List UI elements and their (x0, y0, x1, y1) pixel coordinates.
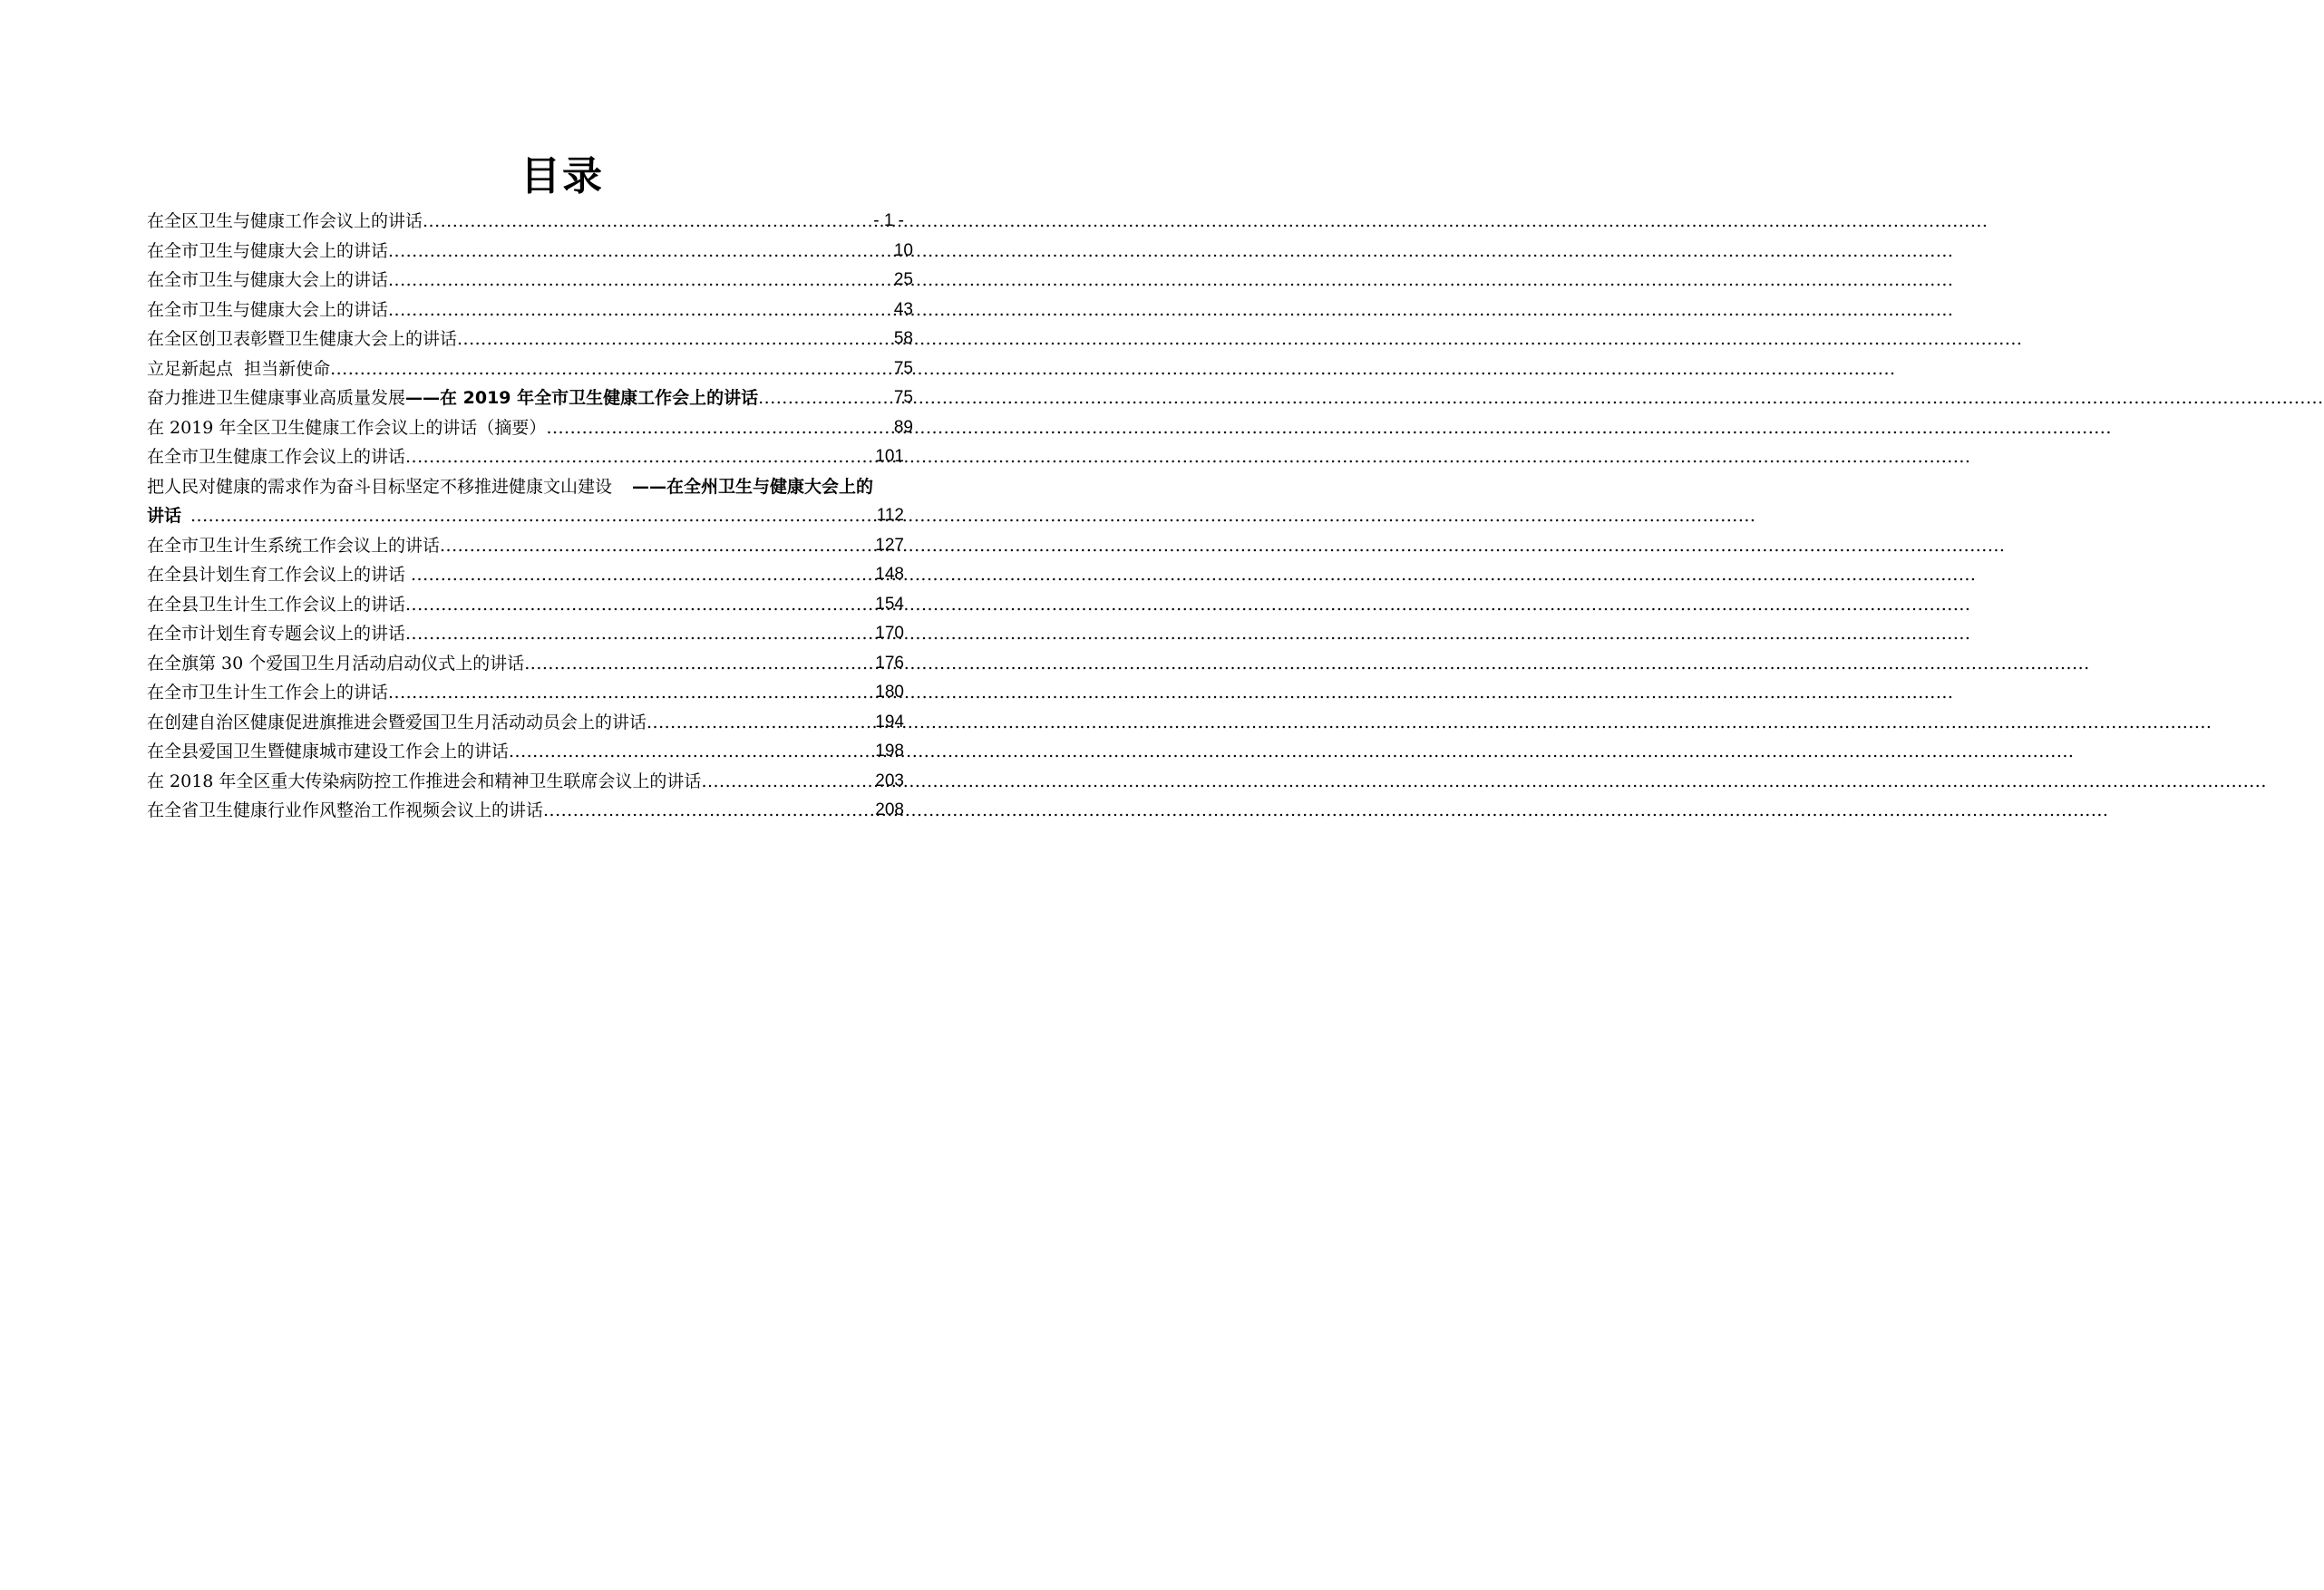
dot-leader (388, 296, 892, 325)
toc-entry[interactable] (147, 237, 913, 267)
toc-entry-line (147, 472, 940, 502)
toc-entry[interactable] (147, 266, 913, 296)
toc-entry-text: 在 2019 年全区卫生健康工作会议上的讲话（摘要） (147, 417, 547, 438)
toc-entry-text: 在全省卫生健康行业作风整治工作视频会议上的讲话 (147, 800, 544, 820)
toc-entry[interactable] (147, 472, 940, 531)
dot-leader (423, 207, 871, 237)
toc-entry-text: 在全旗第 30 个爱国卫生月活动启动仪式上的讲话 (147, 653, 525, 674)
dot-leader (647, 708, 873, 738)
toc-entry[interactable] (147, 619, 904, 649)
toc-entry-text: 在全市卫生计生工作会上的讲话 (147, 683, 389, 703)
dot-leader (388, 266, 892, 296)
toc-entry-text: 在全县卫生计生工作会议上的讲话 (147, 594, 406, 615)
toc-page-number: 58 (893, 329, 913, 348)
toc-entry[interactable] (147, 442, 904, 472)
dot-leader (543, 796, 873, 826)
toc-entry-subtitle: ——在全州卫生与健康大会上的 (632, 476, 874, 497)
toc-entry-text: 在全市卫生计生系统工作会议上的讲话 (147, 535, 441, 556)
toc-entry[interactable] (147, 383, 913, 413)
toc-entry-subtitle: ——在 2019 年全市卫生健康工作会上的讲话 (405, 388, 759, 408)
toc-entry[interactable] (147, 708, 904, 738)
toc-entry-text: 在全县爱国卫生暨健康城市建设工作会上的讲话 (147, 742, 510, 761)
toc-entry-main-title: 把人民对健康的需求作为奋斗目标坚定不移推进健康文山建设 (147, 476, 613, 497)
toc-entry-main-title: 奋力推进卫生健康事业高质量发展 (147, 388, 406, 408)
toc-entry-text: 在全市卫生与健康大会上的讲话 (147, 240, 389, 261)
toc-entry-text: 在创建自治区健康促进旗推进会暨爱国卫生月活动动员会上的讲话 (147, 712, 647, 732)
toc-entry-text: 在全县计划生育工作会议上的讲话 (147, 565, 406, 585)
dot-leader (758, 383, 892, 413)
toc-page-number: 203 (875, 771, 904, 790)
toc-title: 目录 (520, 153, 604, 199)
toc-page-number: 148 (875, 565, 904, 584)
dot-leader (190, 501, 875, 531)
toc-entry-text: 在全市卫生与健康大会上的讲话 (147, 299, 389, 320)
toc-page-number: 112 (876, 506, 904, 525)
dot-leader (405, 590, 873, 620)
toc-page-number: 176 (875, 653, 904, 673)
toc-entry-text: 在 2018 年全区重大传染病防控工作推进会和精神卫生联席会议上的讲话 (147, 771, 702, 791)
toc-page-number: 180 (875, 683, 904, 702)
toc-page-number: 25 (893, 270, 913, 289)
toc-list (147, 207, 940, 826)
toc-entry-text: 立足新起点 担当新使命 (147, 358, 331, 379)
toc-entry-continuation: 讲话 (147, 506, 182, 526)
toc-page-number: 170 (875, 624, 904, 643)
toc-entry[interactable] (147, 796, 904, 826)
toc-page-number: 43 (893, 299, 913, 319)
dot-leader (411, 560, 873, 590)
toc-entry-text: 在全市卫生与健康大会上的讲话 (147, 270, 389, 290)
toc-entry[interactable] (147, 678, 904, 708)
toc-page-number: 89 (893, 417, 913, 437)
dot-leader (388, 678, 873, 708)
toc-page-number: 208 (875, 800, 904, 819)
dot-leader (405, 442, 873, 472)
toc-entry[interactable] (147, 767, 904, 797)
dot-leader (388, 237, 892, 267)
dot-leader (457, 325, 892, 354)
toc-entry[interactable] (147, 560, 904, 590)
toc-entry[interactable] (147, 737, 904, 767)
toc-entry[interactable] (147, 207, 904, 237)
toc-page-number: 10 (893, 240, 913, 260)
toc-entry-line (147, 501, 904, 531)
dot-leader (330, 354, 892, 384)
toc-entry[interactable] (147, 413, 913, 443)
toc-page-number: 75 (893, 388, 913, 407)
dot-leader (546, 413, 891, 443)
toc-entry[interactable] (147, 531, 904, 561)
dot-leader (509, 737, 873, 767)
toc-entry[interactable] (147, 649, 904, 679)
dot-leader (405, 619, 873, 649)
toc-entry[interactable] (147, 296, 913, 325)
toc-entry-text (147, 383, 758, 413)
toc-entry-text: 在全市卫生健康工作会议上的讲话 (147, 447, 406, 467)
toc-page-number: 127 (875, 535, 904, 555)
dot-leader (701, 767, 873, 797)
dot-leader (524, 649, 873, 679)
toc-page-number: 194 (875, 712, 904, 732)
toc-page-number: - 1 - (873, 211, 904, 230)
toc-entry[interactable] (147, 590, 904, 620)
toc-entry[interactable] (147, 325, 913, 354)
toc-page-number: 75 (893, 358, 913, 378)
toc-page-number: 154 (875, 594, 904, 614)
dot-leader (440, 531, 873, 561)
toc-entry-text: 在全区创卫表彰暨卫生健康大会上的讲话 (147, 329, 458, 349)
toc-page-number: 101 (875, 447, 904, 466)
toc-entry-text: 在全区卫生与健康工作会议上的讲话 (147, 211, 423, 231)
toc-entry[interactable] (147, 354, 913, 384)
toc-entry-text: 在全市计划生育专题会议上的讲话 (147, 624, 406, 644)
toc-page-number: 198 (875, 742, 904, 761)
